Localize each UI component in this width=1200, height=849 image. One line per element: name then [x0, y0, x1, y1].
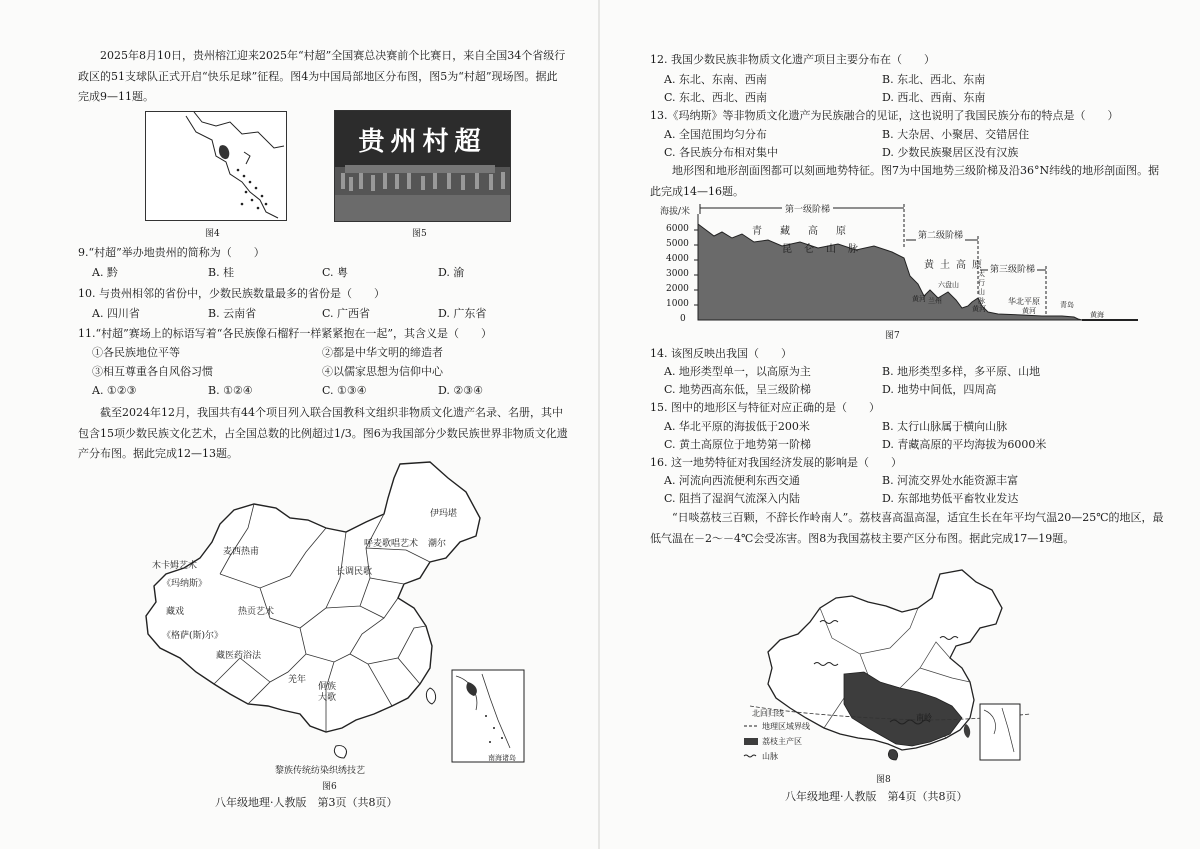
figure-7-caption: 图7 — [885, 331, 900, 341]
question-13: 13.《玛纳斯》等非物质文化遗产为民族融合的见证，这也说明了我国民族分布的特点是（ ） — [650, 109, 1119, 122]
fig8-legend-area: 荔枝主产区 — [762, 737, 802, 746]
q12-option-d: D. 西北、西南、东南 — [882, 91, 986, 104]
q12-option-b: B. 东北、西北、东南 — [882, 73, 986, 86]
page-4-footer: 八年级地理·人教版 第4页（共8页） — [785, 790, 968, 803]
fig7-step1: 第一级阶梯 — [782, 202, 833, 215]
label-lizu: 黎族传统纺染织绣技艺 — [275, 766, 366, 776]
figure-4-caption: 图4 — [205, 229, 220, 239]
question-10: 10. 与贵州相邻的省份中，少数民族数量最多的省份是（ ） — [78, 287, 385, 300]
label-qiangnian: 羌年 — [288, 675, 307, 685]
question-11: 11.“村超”赛场上的标语写着“各民族像石榴籽一样紧紧抱在一起”，其含义是（ ） — [78, 327, 492, 340]
q9-option-b: B. 桂 — [208, 266, 235, 279]
label-changdiao: 长调民歌 — [336, 567, 373, 577]
label-yimakan: 伊玛堪 — [430, 509, 458, 519]
label-regong: 热贡艺术 — [238, 607, 275, 617]
page-3-footer: 八年级地理·人教版 第3页（共8页） — [215, 796, 398, 809]
figure-5-caption: 图5 — [412, 229, 427, 239]
q12-option-c: C. 东北、西北、西南 — [664, 91, 768, 104]
q11-option-a: A. ①②③ — [92, 384, 137, 397]
figure-4-map — [145, 111, 287, 221]
fig7-ytick-2000: 2000 — [666, 284, 689, 294]
q9-option-a: A. 黔 — [92, 266, 118, 279]
china-ich-map — [130, 458, 530, 768]
fig7-huanghe1: 黄河 — [912, 295, 926, 303]
fig7-ytick-3000: 3000 — [666, 269, 689, 279]
q13-option-a: A. 全国范围均匀分布 — [664, 128, 767, 141]
figure-8-caption: 图8 — [876, 775, 891, 785]
label-mukamu: 木卡姆艺术 — [152, 561, 198, 571]
question-14: 14. 该图反映出我国（ ） — [650, 347, 792, 360]
china-partial-map — [146, 112, 286, 220]
photo-banner: 贵州村超 — [358, 127, 487, 157]
q11-item-4: ④以儒家思想为信仰中心 — [322, 365, 443, 378]
question-9: 9.“村超”举办地贵州的简称为（ ） — [78, 246, 265, 259]
fig7-huanghe2: 黄河 — [972, 305, 986, 313]
q15-option-c: C. 黄土高原位于地势第一阶梯 — [664, 438, 812, 451]
fig7-liupan: 六盘山 — [938, 281, 959, 289]
q11-option-d: D. ②③④ — [438, 384, 484, 397]
q11-item-2: ②都是中华文明的缔造者 — [322, 346, 443, 359]
fig7-ytick-5000: 5000 — [666, 239, 689, 249]
question-16: 16. 这一地势特征对我国经济发展的影响是（ ） — [650, 456, 902, 469]
figure-6-caption: 图6 — [322, 782, 337, 792]
q13-option-d: D. 少数民族聚居区没有汉族 — [882, 146, 1019, 159]
label-hoomei: 呼麦歌唱艺术 — [364, 539, 419, 549]
q11-option-b: B. ①②④ — [208, 384, 253, 397]
q16-option-a: A. 河流向西流便利东西交通 — [664, 474, 800, 487]
fig8-nanling-label: 南岭 — [916, 713, 932, 722]
q14-option-d: D. 地势中间低，四周高 — [882, 383, 997, 396]
intro-12-13: 截至2024年12月，我国共有44个项目列入联合国教科文组织非物质文化遗产名录、名册，其中包含15项少数民族文化艺术，占全国总数的比例超过1/3。图6为我国部分少数民族世界非物质文化遗产分布图。据此完成12—13题。 — [78, 406, 568, 460]
fig7-ytick-6000: 6000 — [666, 224, 689, 234]
q10-option-c: C. 广西省 — [322, 307, 371, 320]
fig7-qingdao: 青岛 — [1060, 301, 1074, 309]
q15-option-d: D. 青藏高原的平均海拔为6000米 — [882, 438, 1047, 451]
fig7-kunlun: 昆仑山脉 — [782, 244, 870, 255]
fig7-step3: 第三级阶梯 — [988, 262, 1037, 275]
question-12: 12. 我国少数民族非物质文化遗产项目主要分布在（ ） — [650, 53, 935, 66]
q10-option-d: D. 广东省 — [438, 307, 487, 320]
intro-14-16: 地形图和地形剖面图都可以刻画地势特征。图7为中国地势三级阶梯及沿36°N纬线的地形剖面图。据此完成14—16题。 — [650, 164, 1160, 198]
fig7-ytick-1000: 1000 — [666, 299, 689, 309]
label-maixilaifu: 麦西热甫 — [223, 547, 260, 557]
q10-option-a: A. 四川省 — [92, 307, 140, 320]
q11-item-1: ①各民族地位平等 — [92, 346, 180, 359]
q9-option-d: D. 渝 — [438, 266, 465, 279]
fig7-lanzhou: 兰州 — [928, 297, 942, 305]
figure-6-map — [130, 458, 530, 768]
fig7-step2: 第二级阶梯 — [916, 228, 965, 241]
q15-option-a: A. 华北平原的海拔低于200米 — [664, 420, 810, 433]
q16-option-b: B. 河流交界处水能资源丰富 — [882, 474, 1019, 487]
q13-option-b: B. 大杂居、小聚居、交错居住 — [882, 128, 1030, 141]
q14-option-c: C. 地势西高东低，呈三级阶梯 — [664, 383, 812, 396]
terrain-profile-36n — [642, 200, 1142, 330]
fig7-huangtu: 黄土高原 — [924, 260, 988, 271]
fig7-huabei: 华北平原 — [1008, 297, 1040, 306]
q14-option-b: B. 地形类型多样，多平原、山地 — [882, 365, 1041, 378]
fig7-huanghai: 黄海 — [1090, 311, 1104, 319]
label-zangxi: 藏戏 — [166, 607, 185, 617]
q15-option-b: B. 太行山脉属于横向山脉 — [882, 420, 1008, 433]
label-nanhai: 南海诸岛 — [488, 754, 516, 762]
q14-option-a: A. 地形类型单一，以高原为主 — [664, 365, 811, 378]
figure-5-photo — [334, 110, 511, 222]
intro-17-19: “日啖荔枝三百颗，不辞长作岭南人”。荔枝喜高温高湿，适宜生长在年平均气温20—25℃的地区，最低气温在－2～－4℃会受冻害。图8为我国荔枝主要产区分布图。据此完成17—19题。 — [650, 511, 1164, 545]
fig7-taihang: 太行山脉 — [978, 270, 985, 305]
label-chaoer: 潮尔 — [428, 539, 447, 549]
fig7-qingzang: 青藏高原 — [752, 226, 864, 237]
intro-9-11: 2025年8月10日，贵州榕江迎来2025年“村超”全国赛总决赛前个比赛日，来自全国34个省级行政区的51支球队正式开启“快乐足球”征程。图4为中国局部地区分布图，图5为“村超”现场图。据此完成9—11题。 — [78, 49, 566, 103]
q16-option-c: C. 阻挡了湿润气流深入内陆 — [664, 492, 801, 505]
q11-item-3: ③相互尊重各自风俗习惯 — [92, 365, 213, 378]
figure-7-profile — [642, 200, 1142, 330]
q10-option-b: B. 云南省 — [208, 307, 257, 320]
q12-option-a: A. 东北、东南、西南 — [664, 73, 767, 86]
label-gesaer: 《格萨(斯)尔》 — [162, 631, 224, 641]
q11-option-c: C. ①③④ — [322, 384, 367, 397]
page-4 — [600, 0, 1200, 849]
fig8-legend-mountain: 山脉 — [762, 752, 778, 761]
label-manasi: 《玛纳斯》 — [162, 579, 208, 589]
question-15: 15. 图中的地形区与特征对应正确的是（ ） — [650, 401, 880, 414]
q9-option-c: C. 粤 — [322, 266, 349, 279]
fig8-legend-border: 地理区域界线 — [762, 722, 810, 731]
label-zangyiyao: 藏医药浴法 — [216, 651, 262, 661]
fig7-yellowriver-e: 黄河 — [1022, 307, 1036, 315]
q16-option-d: D. 东部地势低平畜牧业发达 — [882, 492, 1019, 505]
fig7-ytick-0: 0 — [680, 314, 686, 324]
figure-8-map — [740, 568, 1040, 768]
fig7-ytick-4000: 4000 — [666, 254, 689, 264]
fig8-tropic-label: 北回归线 — [752, 709, 784, 718]
q13-option-c: C. 各民族分布相对集中 — [664, 146, 779, 159]
fig7-ylabel: 海拔/米 — [660, 207, 691, 217]
label-dongzu: 侗族大歌 — [318, 682, 337, 703]
